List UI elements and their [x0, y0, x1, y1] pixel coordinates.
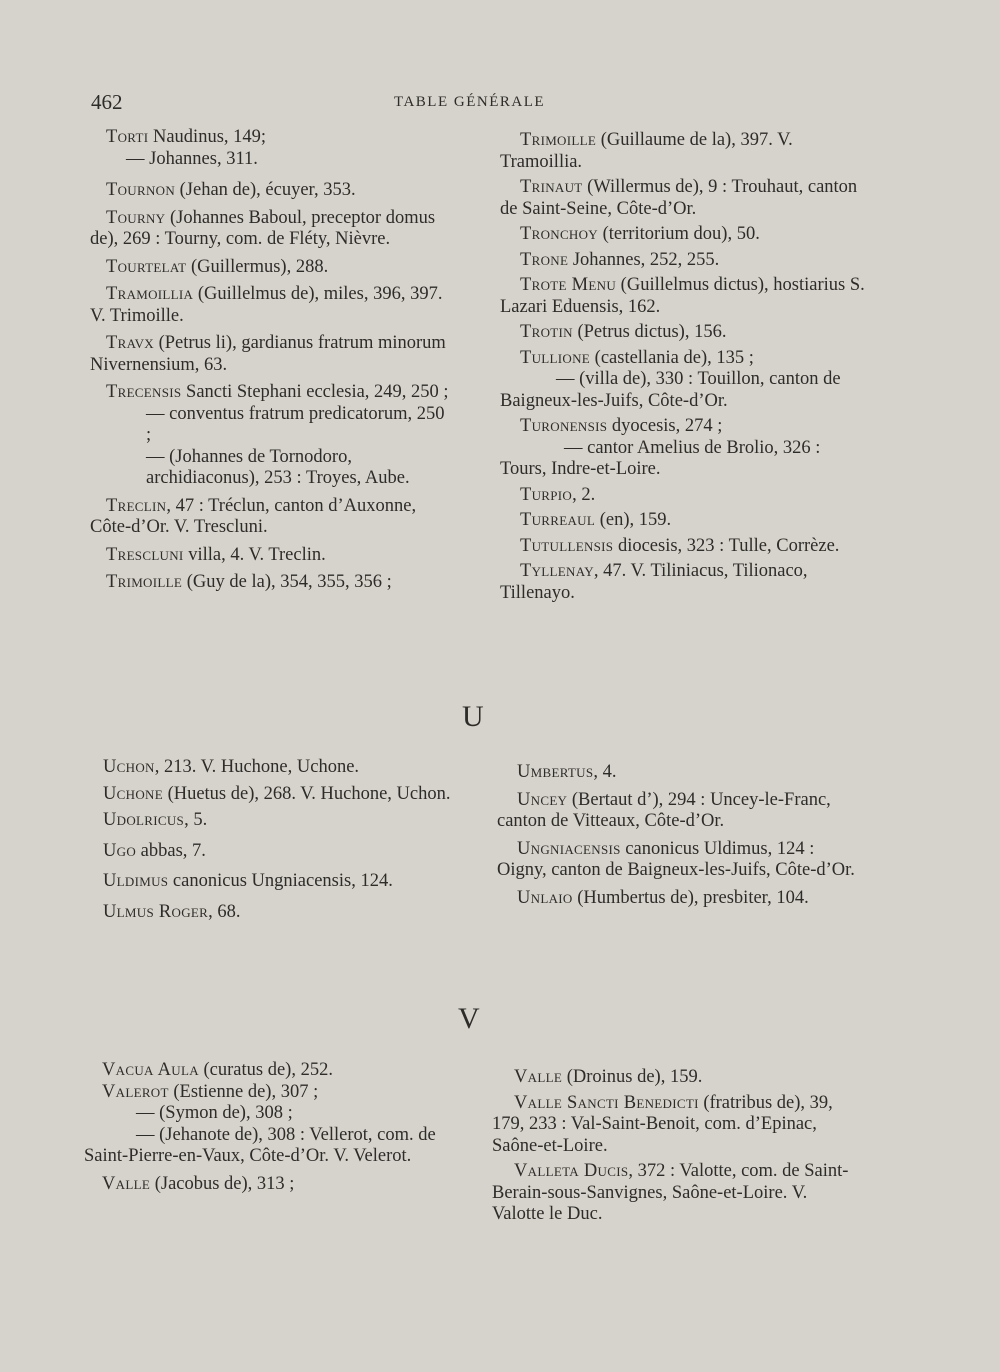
index-entry — [90, 496, 450, 539]
index-entry — [103, 810, 453, 832]
entry-headword: Valle — [514, 1067, 563, 1087]
entry-text: (Guillermus), 288. — [186, 256, 329, 277]
index-entry-continuation: — (Jehanote de), 308 : Vellerot, com. de Saint-Pierre-en-Vaux, Côte-d’Or. V. Velerot. — [84, 1124, 436, 1166]
index-entry — [90, 180, 450, 202]
index-entry — [90, 127, 450, 149]
entry-headword: Trimoille — [520, 130, 597, 150]
index-entry — [500, 348, 865, 370]
entry-text: abbas, 7. — [136, 840, 206, 861]
index-entry — [492, 1067, 862, 1089]
entry-headword: Tramoillia — [106, 284, 194, 304]
entry-headword: Tronchoy — [520, 224, 598, 244]
entry-text: (castellania de), 135 ; — [590, 347, 754, 368]
entry-text: Naudinus, 149; — [148, 127, 267, 147]
entry-text: (en), 159. — [595, 510, 672, 530]
entry-headword: Tournon — [106, 180, 176, 200]
entry-headword: Travx — [106, 333, 154, 353]
entry-headword: Udolricus — [103, 810, 185, 830]
entry-headword: Vacua Aula — [102, 1060, 199, 1080]
index-entry — [103, 902, 453, 924]
index-entry — [500, 510, 865, 532]
section-letter-v: V — [458, 1002, 480, 1035]
entry-headword: Turonensis — [520, 416, 608, 436]
entry-headword: Torti — [106, 127, 149, 147]
index-entry — [500, 322, 865, 344]
index-entry — [497, 839, 863, 882]
entry-headword: Ulmus Roger — [103, 901, 209, 922]
entry-headword: Uchon — [103, 757, 155, 777]
running-title: TABLE GÉNÉRALE — [394, 94, 546, 110]
index-entry — [103, 871, 453, 893]
entry-text: (Guy de la), 354, 355, 356 ; — [182, 572, 392, 592]
entry-headword: Turreaul — [520, 510, 596, 530]
entry-text: (Estienne de), 307 ; — [168, 1081, 319, 1102]
index-entry — [500, 275, 865, 318]
index-entry — [497, 790, 863, 833]
section-letter-u: U — [462, 700, 484, 733]
entry-text: (Willermus de), 9 : Trouhaut, canton de Saint-Seine, Côte-d’Or. — [500, 177, 858, 219]
entry-headword: Ungniacensis — [517, 838, 621, 859]
entry-text: (Johannes Baboul, preceptor domus de), 269 : Tourny, com. de Fléty, Nièvre. — [90, 207, 436, 249]
index-entry — [90, 257, 450, 279]
entry-text: (territorium dou), 50. — [597, 224, 760, 244]
entry-text: (Huetus de), 268. V. Huchone, Uchon. — [162, 783, 451, 804]
index-entry — [492, 1161, 862, 1226]
section-v-right-column — [492, 1067, 862, 1226]
index-entry — [90, 208, 450, 251]
index-entry — [84, 1060, 446, 1082]
index-entry — [500, 130, 865, 173]
index-entry — [497, 762, 863, 784]
entry-text: (Petrus dictus), 156. — [572, 322, 727, 342]
section-u-right-column — [497, 762, 863, 909]
entry-text: (Guillelmus dictus), hostiarius S. Lazari Eduensis, 162. — [500, 275, 865, 317]
index-entry — [84, 1174, 446, 1196]
entry-text: , 2. — [572, 484, 596, 505]
entry-text: dyocesis, 274 ; — [607, 416, 723, 436]
entry-headword: Tourny — [106, 207, 166, 228]
index-entry-continuation: — (Johannes de Tornodoro, archidiaconus), 253 : Troyes, Aube. — [146, 446, 410, 488]
section-t-right-column — [500, 130, 865, 604]
index-entry-continuation: — (Symon de), 308 ; — [136, 1103, 293, 1123]
entry-text: , 47. V. Tiliniacus, Tilionaco, Tillenayo. — [500, 561, 808, 603]
entry-text: (Guillaume de la), 397. V. Tramoillia. — [500, 130, 793, 172]
entry-headword: Umbertus — [517, 762, 594, 782]
entry-text: , 372 : Valotte, com. de Saint-Berain-sous-Sanvignes, Saône-et-Loire. V. Valotte le Duc. — [492, 1161, 849, 1224]
index-entry-continuation: — Johannes, 311. — [126, 148, 258, 169]
entry-headword: Trone — [520, 249, 569, 270]
entry-headword: Tutullensis — [520, 535, 614, 556]
entry-headword: Valerot — [102, 1081, 169, 1102]
entry-text: villa, 4. V. Treclin. — [183, 544, 326, 565]
entry-headword: Trote Menu — [520, 275, 617, 295]
entry-headword: Valle Sancti Benedicti — [514, 1092, 699, 1113]
section-t-left-column — [90, 127, 450, 594]
entry-text: (Jacobus de), 313 ; — [150, 1173, 295, 1194]
entry-headword: Trecensis — [106, 382, 182, 402]
entry-headword: Trimoille — [106, 572, 183, 592]
entry-headword: Tullione — [520, 347, 591, 368]
entry-text: , 4. — [593, 762, 617, 782]
section-v-left-column — [84, 1060, 446, 1195]
entry-headword: Uncey — [517, 789, 568, 810]
index-entry — [500, 536, 865, 558]
index-entry — [500, 177, 865, 220]
entry-headword: Uldimus — [103, 871, 169, 891]
entry-headword: Turpio — [520, 484, 573, 505]
index-entry — [500, 561, 865, 604]
entry-headword: Trescluni — [106, 544, 184, 565]
entry-text: (Humbertus de), presbiter, 104. — [572, 887, 809, 908]
entry-text: canonicus Ungniacensis, 124. — [168, 871, 393, 891]
index-entry — [500, 224, 865, 246]
entry-text: (curatus de), 252. — [198, 1060, 333, 1080]
index-entry — [500, 416, 865, 438]
entry-text: (Petrus li), gardianus fratrum minorum Nivernensium, 63. — [90, 333, 446, 375]
entry-text: (Droinus de), 159. — [562, 1067, 703, 1087]
entry-text: , 213. V. Huchone, Uchone. — [154, 757, 360, 777]
entry-headword: Ugo — [103, 840, 137, 861]
index-entry — [84, 1082, 446, 1104]
index-entry — [90, 382, 450, 404]
section-u-left-column — [103, 757, 453, 923]
entry-text: diocesis, 323 : Tulle, Corrèze. — [613, 535, 840, 556]
index-entry — [90, 545, 450, 567]
index-entry — [500, 485, 865, 507]
index-entry-continuation: — cantor Amelius de Brolio, 326 : Tours, Indre-et-Loire. — [500, 437, 821, 479]
entry-text: (fratribus de), 39, 179, 233 : Val-Saint-Benoit, com. d’Epinac, Saône-et-Loire. — [492, 1092, 833, 1156]
entry-text: Johannes, 252, 255. — [568, 249, 720, 270]
entry-headword: Tyllenay — [520, 561, 594, 581]
index-entry — [497, 888, 863, 910]
entry-text: (Guillelmus de), miles, 396, 397. V. Trimoille. — [90, 284, 443, 326]
index-entry — [90, 333, 450, 376]
entry-headword: Trotin — [520, 322, 573, 342]
entry-text: Sancti Stephani ecclesia, 249, 250 ; — [181, 382, 449, 402]
index-entry — [103, 757, 453, 779]
entry-headword: Valle — [102, 1173, 151, 1194]
index-entry-continuation: — conventus fratrum predicatorum, 250 ; — [146, 403, 445, 445]
index-entry — [90, 284, 450, 327]
index-entry — [492, 1093, 862, 1158]
entry-text: (Bertaut d’), 294 : Uncey-le-Franc, canton de Vitteaux, Côte-d’Or. — [497, 789, 831, 831]
entry-headword: Valleta Ducis — [514, 1161, 629, 1181]
entry-text: , 47 : Tréclun, canton d’Auxonne, Côte-d’Or. V. Trescluni. — [90, 495, 417, 537]
entry-text: , 5. — [184, 810, 208, 830]
index-entry-continuation: — (villa de), 330 : Touillon, canton de Baigneux-les-Juifs, Côte-d’Or. — [500, 369, 841, 411]
entry-text: , 68. — [208, 901, 241, 922]
entry-headword: Tourtelat — [106, 256, 187, 277]
entry-headword: Trinaut — [520, 177, 583, 197]
entry-headword: Treclin — [106, 495, 167, 516]
index-entry — [103, 784, 453, 806]
entry-text: canonicus Uldimus, 124 : Oigny, canton de Baigneux-les-Juifs, Côte-d’Or. — [497, 838, 855, 880]
entry-headword: Uchone — [103, 783, 163, 804]
index-entry — [103, 841, 453, 863]
index-entry — [500, 250, 865, 272]
page-number: 462 — [91, 90, 123, 114]
entry-headword: Unlaio — [517, 887, 573, 908]
entry-text: (Jehan de), écuyer, 353. — [175, 180, 356, 200]
index-entry — [90, 572, 450, 594]
